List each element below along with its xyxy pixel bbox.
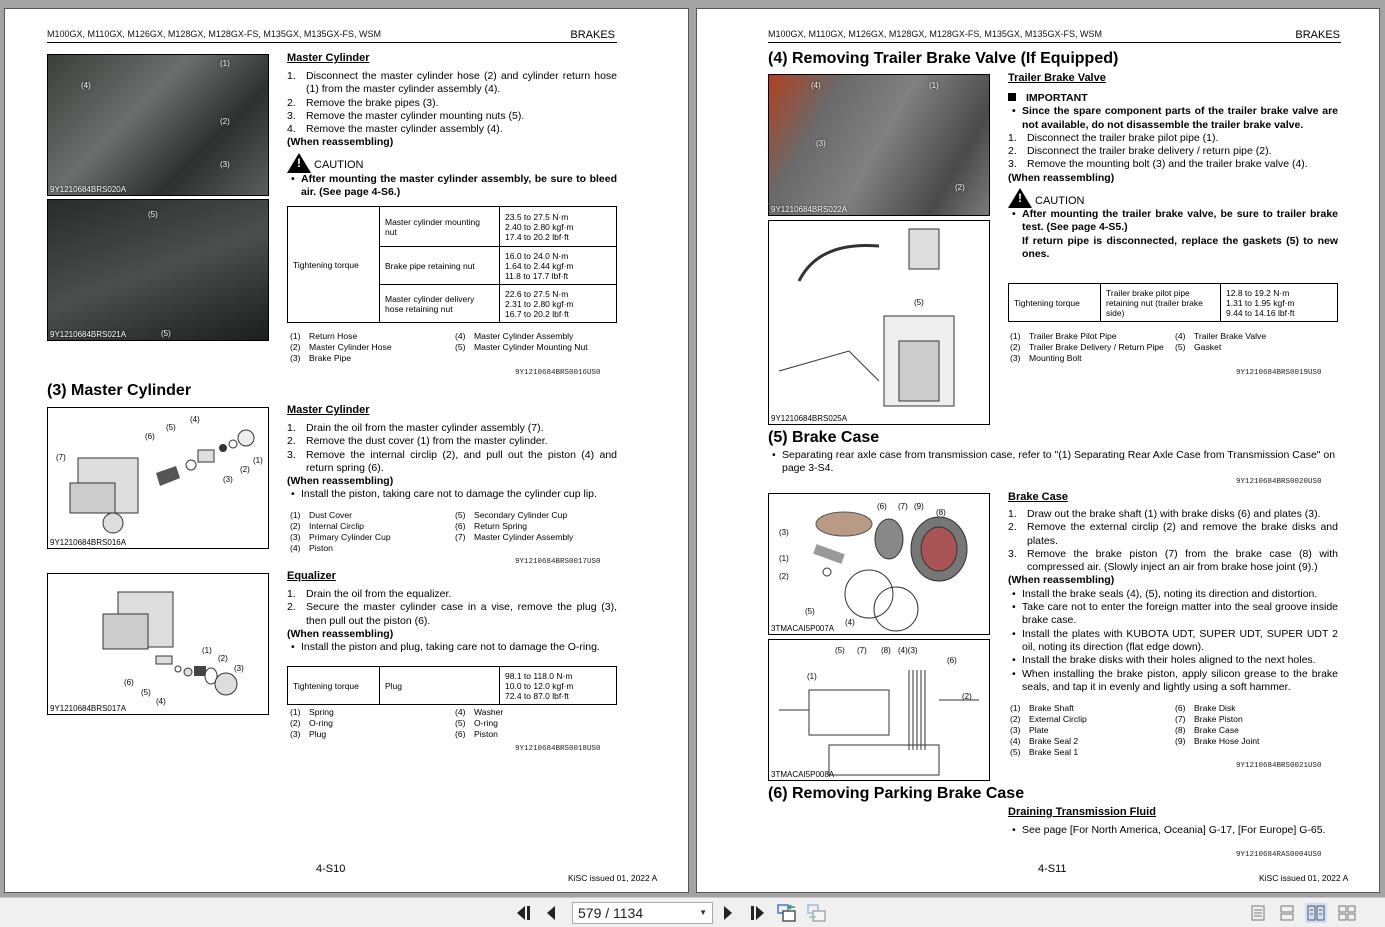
callout: (3) bbox=[223, 475, 233, 484]
photo-master-cylinder-hoses bbox=[47, 54, 269, 196]
square-bullet-icon bbox=[1008, 93, 1016, 101]
subheading-brake-case: Brake Case bbox=[1008, 491, 1068, 503]
parts-list: (1) Spring (4) Washer (2) O-ring (5) O-ring (3) Plug (6) Piston bbox=[290, 707, 504, 739]
step: 2. Remove the dust cover (1) from the master cylinder. bbox=[287, 435, 548, 448]
callout: (4) bbox=[845, 618, 855, 627]
note: • Install the brake seals (4), (5), noting its direction and distortion. bbox=[1008, 588, 1338, 601]
section-title-6: (6) Removing Parking Brake Case bbox=[768, 785, 1025, 802]
removal-steps bbox=[287, 70, 617, 199]
step: 4. Remove the master cylinder assembly (4). bbox=[287, 123, 503, 136]
continuous-view-button[interactable] bbox=[1276, 903, 1298, 923]
figure-caption: 9Y1210684BRS017A bbox=[50, 704, 127, 713]
caution-text: • After mounting the master cylinder assembly, be sure to bleed air. (See page 4-S6.) bbox=[287, 173, 617, 200]
facing-view-button[interactable] bbox=[1305, 903, 1327, 923]
important-text: • Since the spare component parts of the trailer brake valve are not available, do not disassemble the trailer brake valve. bbox=[1008, 105, 1338, 132]
parts-list: (1) Trailer Brake Pilot Pipe (4) Trailer Brake Valve (2) Trailer Brake Delivery / Return Pipe (5) Gasket (3) Mounting Bolt bbox=[1010, 331, 1267, 363]
step: 2. Remove the brake pipes (3). bbox=[287, 96, 439, 109]
exploded-drawing bbox=[48, 408, 269, 549]
header-section: BRAKES bbox=[570, 29, 615, 41]
reassembling-label: (When reassembling) bbox=[287, 136, 394, 149]
callout: (5) bbox=[914, 298, 924, 307]
warning-icon bbox=[287, 153, 311, 173]
section-title-5: (5) Brake Case bbox=[768, 429, 880, 446]
diagram-equalizer bbox=[47, 573, 269, 715]
page-left bbox=[4, 8, 689, 893]
callout: (1) bbox=[779, 554, 789, 563]
doc-code: 9Y1210684BRS0020US0 bbox=[1236, 478, 1322, 486]
first-page-icon bbox=[516, 905, 534, 921]
subheading-draining: Draining Transmission Fluid bbox=[1008, 806, 1156, 818]
diagram-brake-case-section bbox=[768, 639, 990, 781]
callout: (1) bbox=[807, 672, 817, 681]
step: 1. Disconnect the master cylinder hose (2) and cylinder return hose (1) from the master cylinder assembly (4). bbox=[287, 70, 617, 96]
callout: (1) bbox=[253, 456, 263, 465]
step: 2. Remove the external circlip (2) and remove the brake disks and plates. bbox=[1008, 521, 1338, 547]
figure-caption: 3TMACAI5P008A bbox=[771, 770, 835, 779]
callout: (7) bbox=[857, 646, 867, 655]
callout: (5) bbox=[835, 646, 845, 655]
note: • Take care not to enter the foreign matter into the seal groove inside brake case. bbox=[1008, 601, 1338, 628]
previous-page-icon bbox=[545, 905, 557, 921]
single-page-view-button[interactable] bbox=[1247, 903, 1269, 923]
subheading-master-cylinder-2: Master Cylinder bbox=[287, 404, 370, 416]
diagram-trailer-valve bbox=[768, 220, 990, 425]
caution-heading: ! CAUTION bbox=[287, 153, 617, 173]
next-view-button[interactable] bbox=[806, 904, 828, 922]
header-rule bbox=[47, 42, 617, 43]
diagram-master-cylinder bbox=[47, 407, 269, 549]
continuous-facing-view-button[interactable] bbox=[1336, 903, 1358, 923]
callout: (3) bbox=[779, 528, 789, 537]
last-page-button[interactable] bbox=[747, 904, 767, 922]
header-models: M100GX, M110GX, M126GX, M128GX, M128GX-FS, M135GX, M135GX-FS, WSM bbox=[768, 29, 1102, 39]
page-number-value: 579 / 1134 bbox=[578, 905, 644, 921]
reassembling-label: (When reassembling) bbox=[1008, 574, 1115, 587]
step: 2. Secure the master cylinder case in a vise, remove the plug (3), then pull out the piston (6). bbox=[287, 601, 617, 627]
draining-note: • See page [For North America, Oceania] G-17, [For Europe] G-65. bbox=[1008, 824, 1338, 837]
header-models: M100GX, M110GX, M126GX, M128GX, M128GX-FS, M135GX, M135GX-FS, WSM bbox=[47, 29, 381, 39]
important-heading: IMPORTANT bbox=[1008, 92, 1338, 105]
figure-caption: 9Y1210684BRS025A bbox=[771, 414, 848, 423]
disassembly-steps bbox=[287, 422, 617, 502]
callout: (6) bbox=[877, 502, 887, 511]
issued-note: KiSC issued 01, 2022 A bbox=[1259, 873, 1349, 883]
torque-table: Tightening torque Master cylinder mounting nut 23.5 to 27.5 N·m 2.40 to 2.80 kgf·m 17.4 to 20.2 lbf·ft Brake pipe retaining nut 16.0 to 24.0 N·m 1.64 to 2.44 kgf·m 11.8 to 17.7 lbf·ft Master cylinder delivery hose retaining nut 22.6 to 27.5 N·m 2.31 to 2.80 kgf·m 16.7 to 20.2 lbf·ft bbox=[287, 206, 617, 323]
navigation-toolbar bbox=[0, 897, 1385, 927]
step: 3. Remove the master cylinder mounting nuts (5). bbox=[287, 109, 525, 122]
parts-list: (1) Return Hose (4) Master Cylinder Assembly (2) Master Cylinder Hose (5) Master Cylinder Mounting Nut (3) Brake Pipe bbox=[290, 331, 588, 363]
callout: (7) bbox=[56, 453, 66, 462]
first-page-button[interactable] bbox=[515, 904, 535, 922]
next-page-icon bbox=[722, 905, 734, 921]
reassembling-label: (When reassembling) bbox=[1008, 171, 1115, 184]
page-number-field[interactable] bbox=[572, 902, 713, 924]
step: 1. Draw out the brake shaft (1) with brake disks (6) and plates (3). bbox=[1008, 508, 1321, 520]
header-section: BRAKES bbox=[1295, 29, 1340, 41]
callout: (2) bbox=[218, 654, 228, 663]
callout: (4)(3) bbox=[898, 646, 918, 655]
step: 1. Drain the oil from the equalizer. bbox=[287, 588, 452, 600]
previous-view-button[interactable] bbox=[776, 904, 798, 922]
step: 3. Remove the mounting bolt (3) and the trailer brake valve (4). bbox=[1008, 158, 1308, 171]
callout: (8) bbox=[936, 508, 946, 517]
exploded-drawing bbox=[48, 574, 269, 715]
page-right bbox=[696, 8, 1380, 893]
trailer-steps bbox=[1008, 92, 1338, 261]
step: 2. Disconnect the trailer brake delivery / return pipe (2). bbox=[1008, 145, 1272, 158]
callout: (3) bbox=[816, 139, 826, 148]
figure-caption: 9Y1210684BRS021A bbox=[50, 330, 127, 339]
callout: (2) bbox=[240, 465, 250, 474]
parts-list: (1) Brake Shaft (6) Brake Disk (2) External Circlip (7) Brake Piston (3) Plate (8) Brake Case (4) Brake Seal 2 (9) Brake Hose Joint (5) Brake Seal 1 bbox=[1010, 703, 1260, 757]
section-title-4: (4) Removing Trailer Brake Valve (If Equipped) bbox=[768, 50, 1119, 67]
doc-code: 9Y1210684BRS0019US0 bbox=[1236, 369, 1322, 377]
callout: (4) bbox=[156, 697, 166, 706]
callout: (9) bbox=[914, 502, 924, 511]
callout: (1) bbox=[929, 81, 939, 90]
note: • Install the piston and plug, taking care not to damage the O-ring. bbox=[287, 641, 617, 654]
parts-list: (1) Dust Cover (5) Secondary Cylinder Cup (2) Internal Circlip (6) Return Spring (3) Primary Cylinder Cup (7) Master Cylinder Assembly (4) Piston bbox=[290, 510, 574, 553]
callout: (3) bbox=[220, 160, 230, 169]
issued-note: KiSC issued 01, 2022 A bbox=[568, 873, 658, 883]
callout: (7) bbox=[898, 502, 908, 511]
note: • Install the plates with KUBOTA UDT, SUPER UDT, SUPER UDT 2 oil, noting its direction (flat edge down). bbox=[1008, 628, 1338, 655]
parts-photo bbox=[769, 494, 990, 635]
subheading-equalizer: Equalizer bbox=[287, 570, 336, 582]
torque-table: Tightening torque Plug 98.1 to 118.0 N·m 10.0 to 12.0 kgf·m 72.4 to 87.0 lbf·ft bbox=[287, 666, 617, 705]
torque-table: Tightening torque Trailer brake pilot pipe retaining nut (trailer brake side) 12.8 to 19.2 N·m 1.31 to 1.95 kgf·m 9.44 to 14.16 lbf·ft bbox=[1008, 283, 1338, 322]
callout: (2) bbox=[779, 572, 789, 581]
doc-code: 9Y1210684BRS0017US0 bbox=[515, 558, 601, 566]
continuous-facing-icon bbox=[1338, 905, 1356, 921]
exploded-drawing bbox=[769, 221, 990, 425]
warning-icon bbox=[1008, 188, 1032, 208]
caution-text: If return pipe is disconnected, replace the gaskets (5) to new ones. bbox=[1022, 234, 1338, 260]
equalizer-steps bbox=[287, 588, 617, 654]
previous-page-button[interactable] bbox=[543, 904, 559, 922]
callout: (5) bbox=[148, 210, 158, 219]
page-number: 4-S11 bbox=[1038, 863, 1067, 875]
brake-case-steps bbox=[1008, 508, 1338, 694]
doc-code: 9Y1210684BRS0021US0 bbox=[1236, 762, 1322, 770]
doc-code: 9Y1210684BRS0018US0 bbox=[515, 745, 601, 753]
next-view-icon bbox=[807, 904, 827, 922]
next-page-button[interactable] bbox=[720, 904, 736, 922]
callout: (5) bbox=[805, 607, 815, 616]
photo-brake-case-parts bbox=[768, 493, 990, 635]
callout: (8) bbox=[881, 646, 891, 655]
note: • Install the brake disks with their holes aligned to the next holes. bbox=[1008, 654, 1338, 667]
callout: (2) bbox=[955, 183, 965, 192]
single-page-icon bbox=[1251, 905, 1265, 921]
figure-caption: 9Y1210684BRS020A bbox=[50, 185, 127, 194]
callout: (5) bbox=[166, 423, 176, 432]
callout: (3) bbox=[234, 664, 244, 673]
continuous-page-icon bbox=[1280, 905, 1294, 921]
callout: (6) bbox=[124, 678, 134, 687]
photo-trailer-brake-valve bbox=[768, 74, 990, 216]
step: 1. Drain the oil from the master cylinder assembly (7). bbox=[287, 422, 544, 434]
previous-view-icon bbox=[777, 904, 797, 922]
step: 3. Remove the internal circlip (2), and pull out the piston (4) and return spring (6). bbox=[287, 448, 617, 474]
callout: (5) bbox=[161, 329, 171, 338]
callout: (2) bbox=[962, 692, 972, 701]
callout: (6) bbox=[947, 656, 957, 665]
step: 3. Remove the brake piston (7) from the brake case (8) with compressed air. (Slowly inject an air from brake hose joint (9).) bbox=[1008, 547, 1338, 574]
callout: (1) bbox=[220, 59, 230, 68]
subheading-master-cylinder: Master Cylinder bbox=[287, 52, 370, 64]
reassembling-label: (When reassembling) bbox=[287, 627, 394, 640]
step: 1. Disconnect the trailer brake pilot pipe (1). bbox=[1008, 131, 1219, 144]
note: • When installing the brake piston, apply silicon grease to the brake seals, and tap it in evenly and lightly using a soft hammer. bbox=[1008, 668, 1338, 695]
figure-caption: 9Y1210684BRS022A bbox=[771, 205, 848, 214]
subheading-trailer-brake-valve: Trailer Brake Valve bbox=[1008, 72, 1106, 84]
header-rule bbox=[768, 42, 1341, 43]
callout: (2) bbox=[220, 117, 230, 126]
callout: (4) bbox=[81, 81, 91, 90]
section5-note: • Separating rear axle case from transmission case, refer to "(1) Separating Rear Axle Case from Transmission Case" on page 3-S4. bbox=[768, 449, 1338, 476]
doc-code: 9Y1210684BRS0016US0 bbox=[515, 369, 601, 377]
dropdown-arrow-icon[interactable]: ▼ bbox=[699, 908, 707, 917]
facing-pages-icon bbox=[1307, 905, 1325, 921]
callout: (6) bbox=[145, 432, 155, 441]
last-page-icon bbox=[748, 905, 766, 921]
doc-code: 9Y1210684RAS0004US0 bbox=[1236, 851, 1322, 859]
section-title-3: (3) Master Cylinder bbox=[47, 382, 192, 399]
reassembling-label: (When reassembling) bbox=[287, 475, 394, 488]
figure-caption: 3TMACAI5P007A bbox=[771, 624, 835, 633]
callout: (4) bbox=[190, 415, 200, 424]
caution-text: • After mounting the trailer brake valve, be sure to trailer brake test. (See page 4-S5.) bbox=[1008, 208, 1338, 235]
caution-heading: ! CAUTION bbox=[1008, 188, 1338, 208]
callout: (5) bbox=[141, 688, 151, 697]
page-number: 4-S10 bbox=[316, 863, 346, 875]
figure-caption: 9Y1210684BRS016A bbox=[50, 538, 127, 547]
callout: (1) bbox=[202, 646, 212, 655]
photo-mounting-nuts bbox=[47, 199, 269, 341]
note: • Install the piston, taking care not to damage the cylinder cup lip. bbox=[287, 488, 617, 501]
callout: (4) bbox=[811, 81, 821, 90]
